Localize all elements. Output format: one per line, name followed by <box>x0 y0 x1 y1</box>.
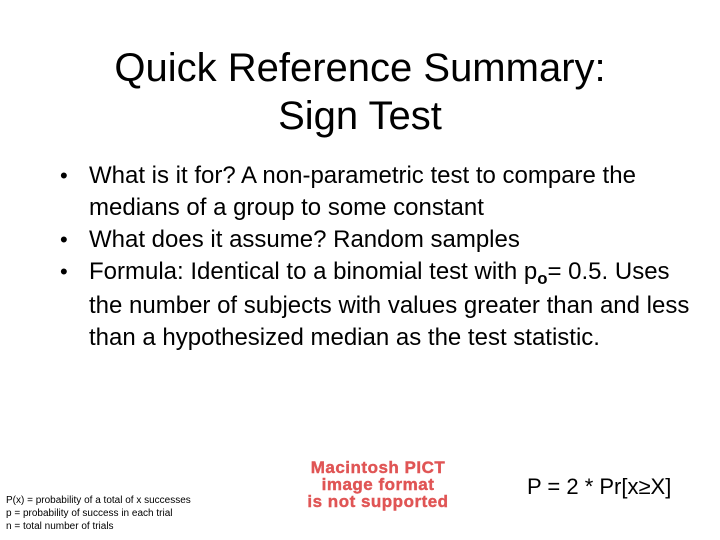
title-line-1: Quick Reference Summary: <box>114 46 606 90</box>
pict-placeholder-graphic <box>252 456 504 512</box>
bullet-purpose <box>60 160 700 224</box>
p-value-formula: P = 2 * Pr[x≥X] <box>527 474 672 499</box>
definitions <box>6 494 266 533</box>
bullet-marker: • <box>60 259 68 284</box>
bullet-formula <box>60 256 700 354</box>
pict-line-3: is not supported <box>307 492 449 511</box>
pict-line-2: image format <box>321 475 435 494</box>
bullet-text-before: Formula: Identical to a binomial test with p <box>89 258 538 285</box>
title-line-2: Sign Test <box>278 94 442 138</box>
bullet-text: What does it assume? Random samples <box>89 226 520 253</box>
bullet-marker: • <box>60 163 68 188</box>
bullet-marker: • <box>60 227 68 252</box>
definition-n: n = total number of trials <box>6 521 114 532</box>
bullet-text-after: = 0.5. Uses the number of subjects with values greater than and less than a hypothesized median as the test statistic. <box>89 258 690 351</box>
pict-line-1: Macintosh PICT <box>310 458 446 477</box>
definition-p: p = probability of success in each trial <box>6 508 173 519</box>
definition-px: P(x) = probability of a total of x successes <box>6 495 191 506</box>
subscript-o: o <box>537 269 548 288</box>
bullet-list <box>60 160 700 354</box>
bullet-text: What is it for? A non-parametric test to compare the medians of a group to some constant <box>89 162 636 221</box>
bullet-assumptions <box>60 224 700 256</box>
slide-title <box>0 44 720 140</box>
pict-placeholder-image <box>252 456 504 512</box>
